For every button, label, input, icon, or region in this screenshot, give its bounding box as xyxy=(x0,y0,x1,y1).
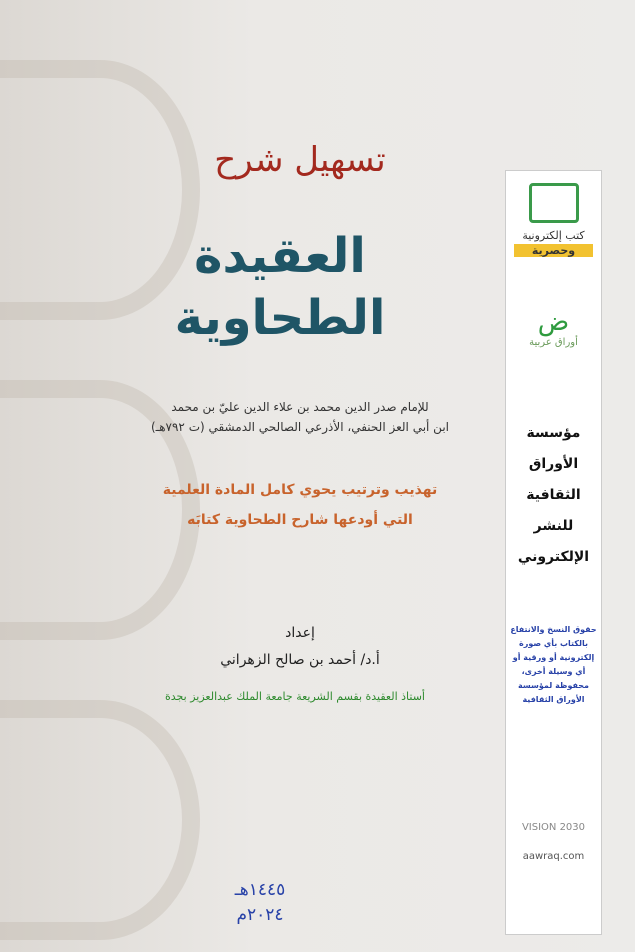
publisher-sidebar xyxy=(505,170,602,935)
ebooks-label: كتب إلكترونية xyxy=(522,229,585,242)
website-link[interactable]: aawraq.com xyxy=(522,851,585,862)
subtitle-top: تسهيل شرح xyxy=(214,140,386,180)
preparer-title: أستاذ العقيدة بقسم الشريعة جامعة الملك عبدالعزيز بجدة xyxy=(165,690,425,703)
author-line-1: للإمام صدر الدين محمد بن علاء الدين عليّ بن محمد xyxy=(171,400,429,414)
prepared-label: إعداد xyxy=(285,625,315,641)
year-gregorian: ٢٠٢٤م xyxy=(236,905,284,925)
year-hijri: ١٤٤٥هـ xyxy=(234,880,286,900)
publisher-name xyxy=(506,418,601,573)
publisher-line: الإلكتروني xyxy=(517,549,590,565)
exclusive-badge: وحصرية xyxy=(514,244,593,257)
publisher-line: للنشر xyxy=(533,518,574,534)
ornament xyxy=(0,380,200,640)
computer-book-icon xyxy=(529,183,579,223)
ornament xyxy=(0,700,200,940)
publisher-line: الثقافية xyxy=(526,487,581,503)
rights-notice: حقوق النسخ والانتفاع بالكتاب بأي صورة إلكترونية أو ورقية أو أي وسيلة أخرى، محفوظة لمؤسسة الأوراق الثقافية xyxy=(510,625,597,704)
author-line-2: ابن أبي العز الحنفي، الأذرعي الصالحي الدمشقي (ت ٧٩٢هـ) xyxy=(151,420,449,434)
awraq-logo-text: أوراق عربية xyxy=(529,337,578,348)
book-title: العقيدة الطحاوية xyxy=(174,228,386,346)
description-line-1: تهذيب وترتيب يحوي كامل المادة العلمية xyxy=(162,482,438,498)
description-line-2: التي أودعها شارح الطحاوية كتابَه xyxy=(187,512,413,528)
vision-2030-logo: VISION 2030 xyxy=(521,822,586,833)
awraq-logo-icon: ض xyxy=(537,307,570,337)
publisher-line: الأوراق xyxy=(528,456,579,472)
publisher-line: مؤسسة xyxy=(526,425,581,441)
preparer-name: أ.د/ أحمد بن صالح الزهراني xyxy=(220,652,380,668)
